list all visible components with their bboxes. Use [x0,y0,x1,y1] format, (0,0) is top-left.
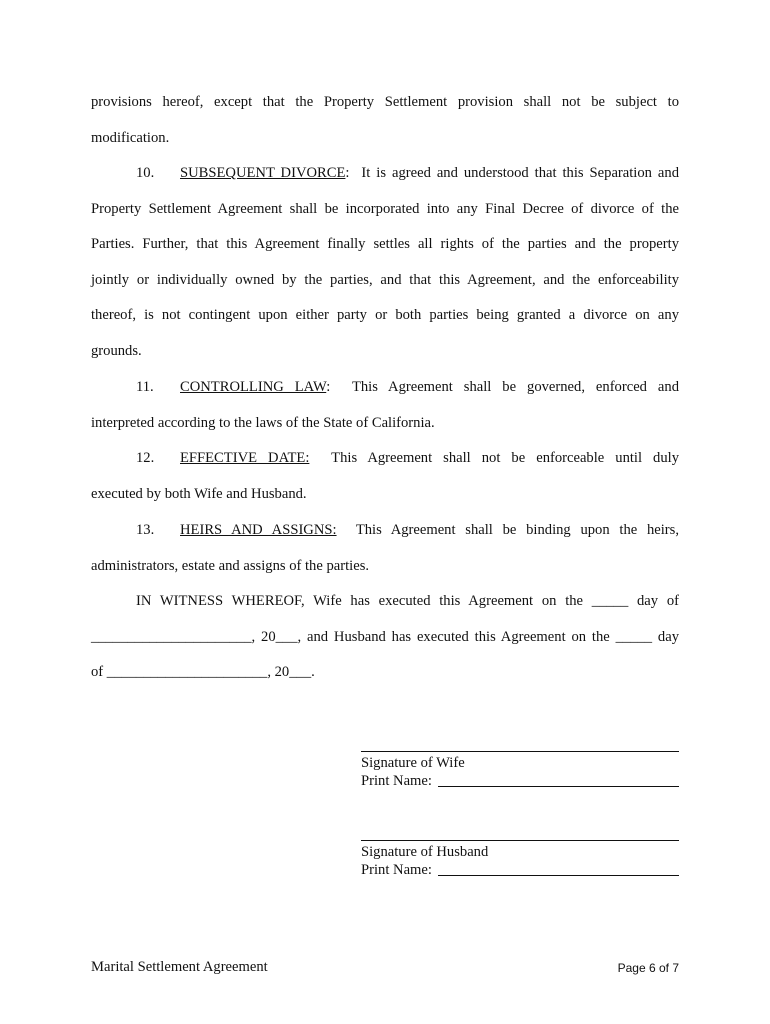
section-text: This Agreement shall be binding upon the heirs, [355,522,679,538]
text-line: modification. [91,129,170,146]
section-heading-line: 10. SUBSEQUENT DIVORCE: It is agreed and understood that this Separation and [91,156,679,192]
page-number: Page 6 of 7 [617,961,679,975]
section-number: 11. [136,379,154,395]
text-line: thereof, is not contingent upon either party or both parties being granted a divorce on any [91,307,679,324]
section-number: 13. [136,522,155,538]
section-text: This Agreement shall not be enforceable until duly [331,450,680,466]
section-heading: EFFECTIVE DATE: [180,450,310,466]
section-10-subsequent-divorce [91,156,679,370]
section-text: This Agreement shall be governed, enforced and [351,379,679,395]
text-line: jointly or individually owned by the parties, and that this Agreement, and the enforceability [91,271,679,288]
print-name-label: Print Name: [361,772,432,789]
section-heading-line: 11. CONTROLLING LAW: This Agreement shall be governed, enforced and [91,370,679,406]
wife-signature-line[interactable] [361,751,679,752]
husband-print-name-row [361,862,679,880]
wife-print-name-field[interactable] [438,773,679,787]
text-line: Property Settlement Agreement shall be incorporated into any Final Decree of divorce of the [91,200,679,217]
husband-print-name-field[interactable] [438,862,679,876]
section-heading-line [91,513,679,549]
footer-title: Marital Settlement Agreement [91,959,268,975]
text-line: Parties. Further, that this Agreement finally settles all rights of the parties and the property [91,236,679,253]
text-line: of ______________________, 20___. [91,664,315,681]
witness-clause [91,584,679,691]
section-heading: HEIRS AND ASSIGNS: [180,522,337,538]
section-heading: SUBSEQUENT DIVORCE [180,165,346,181]
wife-signature-block [361,751,679,790]
husband-signature-label: Signature of Husband [361,844,489,860]
paragraph-continuation [91,85,679,156]
section-11-controlling-law [91,370,679,441]
section-text: It is agreed and understood that this Separation and [361,165,679,181]
wife-signature-label: Signature of Wife [361,755,465,771]
section-13-heirs-and-assigns [91,513,679,584]
section-heading: CONTROLLING LAW [180,379,327,395]
text-line: interpreted according to the laws of the State of California. [91,414,435,431]
text-line: ______________________, 20___, and Husband has executed this Agreement on the _____ day [91,628,679,645]
text-line: grounds. [91,342,142,359]
section-12-effective-date [91,441,679,512]
wife-print-name-row [361,773,679,791]
text-line: administrators, estate and assigns of the parties. [91,557,370,574]
text-line: provisions hereof, except that the Property Settlement provision shall not be subject to [91,94,679,110]
husband-signature-line[interactable] [361,840,679,841]
section-heading-line [91,441,679,477]
section-number: 10. [136,165,155,181]
section-number: 12. [136,450,155,466]
text-line: IN WITNESS WHEREOF, Wife has executed this Agreement on the _____ day of [136,593,679,609]
text-line: executed by both Wife and Husband. [91,485,307,502]
print-name-label: Print Name: [361,861,432,878]
husband-signature-block [361,840,679,879]
